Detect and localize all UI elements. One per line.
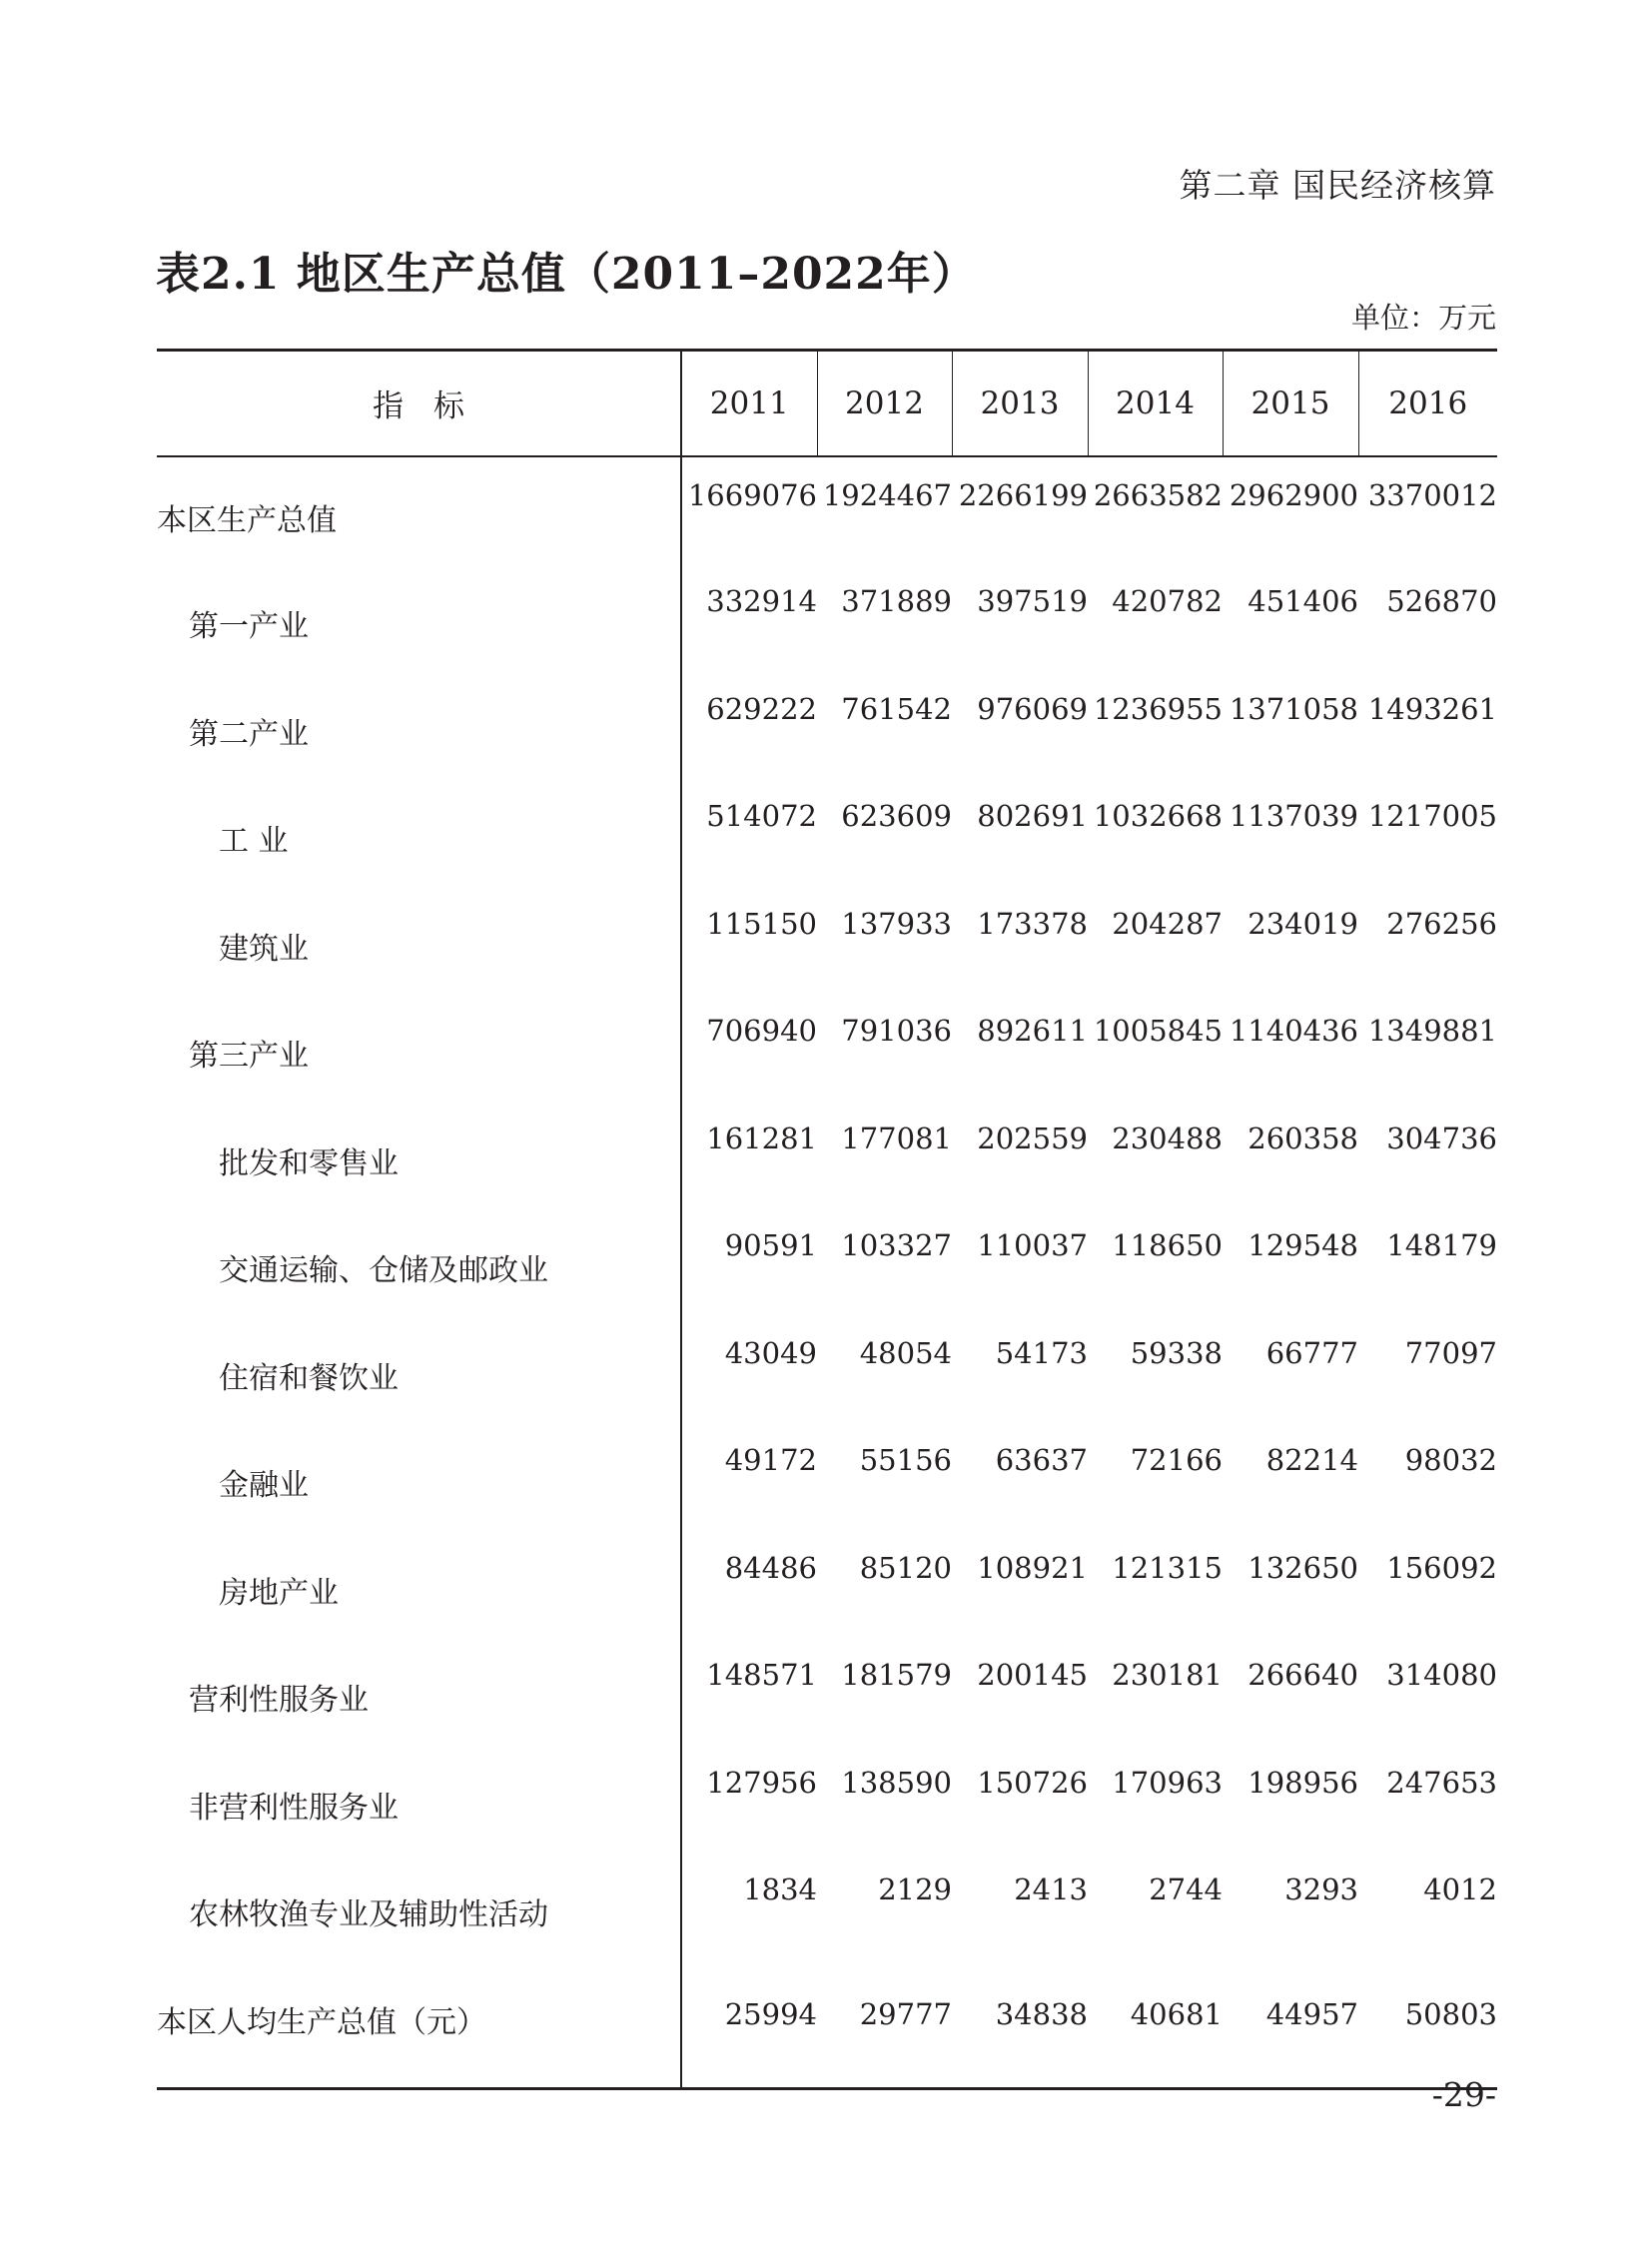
- cell-value: 247653: [1386, 1765, 1497, 1800]
- cell-value: 127956: [706, 1765, 817, 1800]
- row-label: 住宿和餐饮业: [157, 1315, 681, 1423]
- row-label: 建筑业: [157, 886, 681, 994]
- cell-value: 29777: [817, 1959, 952, 2089]
- cell-value: 1493261: [1367, 691, 1497, 726]
- page-number: -29-: [1431, 2075, 1496, 2114]
- column-header-year: 2015: [1223, 351, 1358, 456]
- cell-value: 2663582: [1093, 477, 1223, 512]
- table-row: [157, 671, 1497, 779]
- cell-value: 230181: [1112, 1658, 1223, 1692]
- cell-value: 110037: [977, 1228, 1088, 1262]
- cell-value: 1371058: [1229, 691, 1358, 726]
- cell-value: 150726: [977, 1765, 1088, 1800]
- row-label: 本区人均生产总值（元）: [157, 1959, 681, 2089]
- table-row: [157, 1530, 1497, 1638]
- cell-value: 706940: [706, 1014, 817, 1048]
- table-row: [157, 1637, 1497, 1745]
- cell-value: 304736: [1386, 1120, 1497, 1155]
- cell-value: 198956: [1247, 1765, 1358, 1800]
- cell-value: 63637: [995, 1443, 1088, 1477]
- cell-value: 397519: [977, 584, 1088, 618]
- cell-value: 1924467: [822, 477, 952, 512]
- cell-value: 2129: [878, 1872, 952, 1906]
- table-row: [157, 778, 1497, 886]
- table-row: [157, 1422, 1497, 1530]
- cell-value: 48054: [859, 1335, 952, 1370]
- row-label: 第三产业: [157, 993, 681, 1101]
- row-label: 第二产业: [157, 671, 681, 779]
- cell-value: 514072: [706, 799, 817, 833]
- cell-value: 66777: [1265, 1335, 1358, 1370]
- table-title: 表2.1 地区生产总值（2011–2022年）: [156, 249, 977, 300]
- cell-value: 202559: [977, 1120, 1088, 1155]
- cell-value: 40681: [1088, 1959, 1223, 2089]
- table-header: [157, 351, 1497, 456]
- cell-value: 25994: [681, 1959, 817, 2089]
- cell-value: 623609: [841, 799, 952, 833]
- cell-value: 148571: [706, 1658, 817, 1692]
- column-header-label: 指标: [157, 351, 681, 456]
- cell-value: 1236955: [1093, 691, 1223, 726]
- cell-value: 49172: [724, 1443, 817, 1477]
- cell-value: 121315: [1112, 1550, 1223, 1585]
- cell-value: 332914: [706, 584, 817, 618]
- cell-value: 137933: [841, 906, 952, 941]
- cell-value: 802691: [977, 799, 1088, 833]
- cell-value: 761542: [841, 691, 952, 726]
- cell-value: 234019: [1247, 906, 1358, 941]
- cell-value: 451406: [1247, 584, 1358, 618]
- column-header-year: 2014: [1088, 351, 1223, 456]
- cell-value: 200145: [977, 1658, 1088, 1692]
- cell-value: 138590: [841, 1765, 952, 1800]
- cell-value: 791036: [841, 1014, 952, 1048]
- cell-value: 204287: [1112, 906, 1223, 941]
- cell-value: 1005845: [1093, 1014, 1223, 1048]
- header-row: [157, 351, 1497, 456]
- cell-value: 173378: [977, 906, 1088, 941]
- table-row: [157, 1959, 1497, 2089]
- table-row: [157, 1207, 1497, 1315]
- cell-value: 276256: [1386, 906, 1497, 941]
- cell-value: 1140436: [1229, 1014, 1358, 1048]
- cell-value: 1137039: [1229, 799, 1358, 833]
- table-row: [157, 886, 1497, 994]
- table-row: [157, 1852, 1497, 1959]
- cell-value: 98032: [1404, 1443, 1497, 1477]
- row-label: 农林牧渔专业及辅助性活动: [157, 1852, 681, 1959]
- chapter-header: 第二章 国民经济核算: [1179, 166, 1496, 205]
- cell-value: 129548: [1247, 1228, 1358, 1262]
- cell-value: 108921: [977, 1550, 1088, 1585]
- row-label: 第一产业: [157, 563, 681, 671]
- cell-value: 2266199: [958, 477, 1088, 512]
- table-row: [157, 1315, 1497, 1423]
- cell-value: 85120: [859, 1550, 952, 1585]
- cell-value: 72166: [1130, 1443, 1223, 1477]
- cell-value: 170963: [1112, 1765, 1223, 1800]
- cell-value: 976069: [977, 691, 1088, 726]
- row-label: 营利性服务业: [157, 1637, 681, 1745]
- cell-value: 90591: [724, 1228, 817, 1262]
- row-label: 批发和零售业: [157, 1101, 681, 1208]
- cell-value: 266640: [1247, 1658, 1358, 1692]
- cell-value: 54173: [995, 1335, 1088, 1370]
- table-row: [157, 563, 1497, 671]
- table-row: [157, 1101, 1497, 1208]
- row-label: 工 业: [157, 778, 681, 886]
- cell-value: 161281: [706, 1120, 817, 1155]
- cell-value: 148179: [1386, 1228, 1497, 1262]
- cell-value: 77097: [1404, 1335, 1497, 1370]
- table-body: [157, 456, 1497, 2089]
- cell-value: 55156: [859, 1443, 952, 1477]
- cell-value: 526870: [1386, 584, 1497, 618]
- table-row: [157, 456, 1497, 564]
- cell-value: 2413: [1014, 1872, 1088, 1906]
- cell-value: 1669076: [687, 477, 817, 512]
- cell-value: 420782: [1112, 584, 1223, 618]
- cell-value: 629222: [706, 691, 817, 726]
- cell-value: 314080: [1386, 1658, 1497, 1692]
- row-label: 非营利性服务业: [157, 1745, 681, 1853]
- row-label: 本区生产总值: [157, 456, 681, 564]
- gdp-table: [157, 349, 1497, 2090]
- row-label: 交通运输、仓储及邮政业: [157, 1207, 681, 1315]
- column-header-year: 2011: [681, 351, 817, 456]
- column-header-year: 2013: [952, 351, 1088, 456]
- cell-value: 1349881: [1367, 1014, 1497, 1048]
- cell-value: 371889: [841, 584, 952, 618]
- cell-value: 84486: [724, 1550, 817, 1585]
- table-row: [157, 1745, 1497, 1853]
- cell-value: 132650: [1247, 1550, 1358, 1585]
- row-label: 金融业: [157, 1422, 681, 1530]
- unit-label: 单位：万元: [1350, 301, 1496, 335]
- cell-value: 115150: [706, 906, 817, 941]
- column-header-year: 2012: [817, 351, 952, 456]
- cell-value: 156092: [1386, 1550, 1497, 1585]
- cell-value: 230488: [1112, 1120, 1223, 1155]
- cell-value: 44957: [1223, 1959, 1358, 2089]
- cell-value: 177081: [841, 1120, 952, 1155]
- cell-value: 1834: [743, 1872, 817, 1906]
- cell-value: 3370012: [1367, 477, 1497, 512]
- cell-value: 1032668: [1093, 799, 1223, 833]
- cell-value: 4012: [1423, 1872, 1497, 1906]
- cell-value: 892611: [977, 1014, 1088, 1048]
- cell-value: 260358: [1247, 1120, 1358, 1155]
- cell-value: 34838: [952, 1959, 1088, 2089]
- cell-value: 103327: [841, 1228, 952, 1262]
- cell-value: 50803: [1358, 1959, 1497, 2089]
- cell-value: 1217005: [1367, 799, 1497, 833]
- cell-value: 3293: [1284, 1872, 1358, 1906]
- row-label: 房地产业: [157, 1530, 681, 1638]
- column-header-year: 2016: [1358, 351, 1497, 456]
- cell-value: 181579: [841, 1658, 952, 1692]
- cell-value: 2744: [1149, 1872, 1223, 1906]
- cell-value: 43049: [724, 1335, 817, 1370]
- cell-value: 59338: [1130, 1335, 1223, 1370]
- cell-value: 2962900: [1229, 477, 1358, 512]
- table-row: [157, 993, 1497, 1101]
- cell-value: 82214: [1265, 1443, 1358, 1477]
- cell-value: 118650: [1112, 1228, 1223, 1262]
